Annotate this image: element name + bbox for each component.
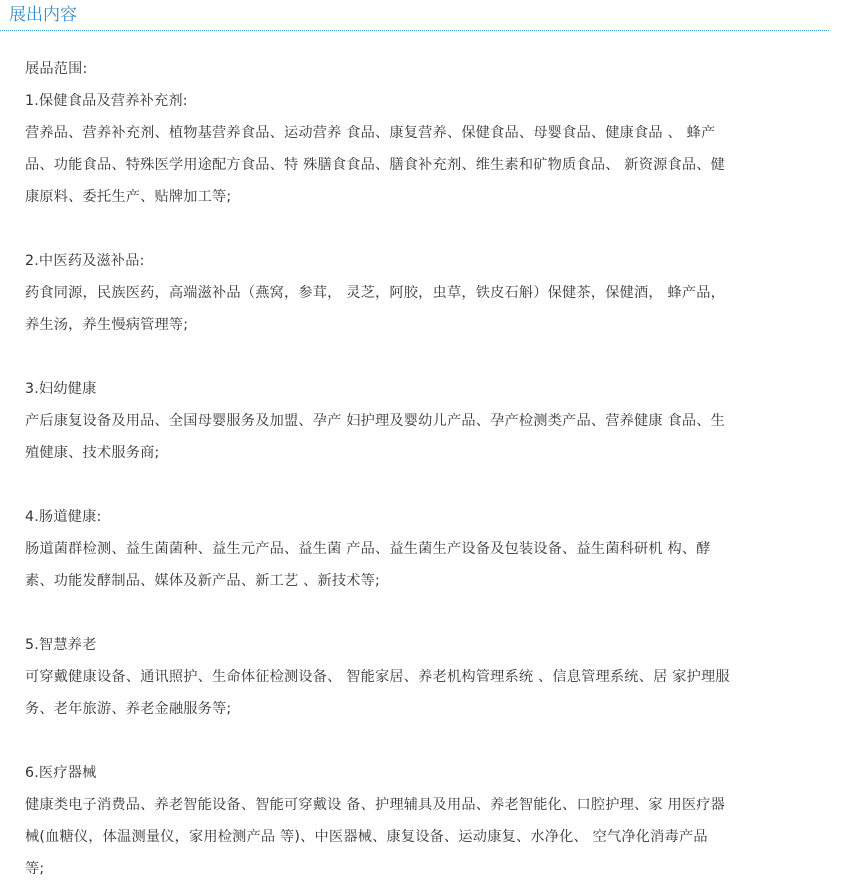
category-text-line: 营养品、营养补充剂、植物基营养食品、运动营养 食品、康复营养、保健食品、母婴食品、健康食品 、 蜂产 [25, 125, 716, 141]
category-heading: 5.智慧养老 [25, 637, 97, 653]
category-text-line: 康原料、委托生产、贴牌加工等; [25, 189, 232, 205]
category-section-tcm [25, 245, 815, 341]
category-section-maternal-child [25, 373, 815, 469]
category-heading: 3.妇幼健康 [25, 381, 97, 397]
category-section-smart-elderly-care [25, 629, 815, 725]
category-text-line: 械(血糖仪，体温测量仪，家用检测产品 等)、中医器械、康复设备、运动康复、水净化、 空气净化消毒产品 [25, 829, 708, 845]
section-header [0, 0, 829, 31]
category-text-line: 可穿戴健康设备、通讯照护、生命体征检测设备、 智能家居、养老机构管理系统 、信息管理系统、居 家护理服 [25, 669, 730, 685]
exhibit-scope-label: 展品范围: [25, 61, 88, 77]
category-heading: 4.肠道健康: [25, 509, 102, 525]
intro-block [25, 53, 815, 85]
category-text-line: 产后康复设备及用品、全国母婴服务及加盟、孕产 妇护理及婴幼儿产品、孕产检测类产品、营养健康 食品、生 [25, 413, 726, 429]
exhibit-content [25, 53, 815, 885]
category-text-line: 健康类电子消费品、养老智能设备、智能可穿戴设 备、护理辅具及用品、养老智能化、口腔护理、家 用医疗器 [25, 797, 726, 813]
category-text-line: 养生汤，养生慢病管理等; [25, 317, 189, 333]
category-section-medical-devices [25, 757, 815, 885]
category-heading: 6.医疗器械 [25, 765, 97, 781]
category-text-line: 品、功能食品、特殊医学用途配方食品、特 殊膳食食品、膳食补充剂、维生素和矿物质食品、 新资源食品、健 [25, 157, 726, 173]
category-text-line: 等; [25, 861, 45, 877]
category-text-line: 素、功能发酵制品、媒体及新产品、新工艺 、新技术等; [25, 573, 380, 589]
category-text-line: 药食同源，民族医药，高端滋补品（燕窝，参茸， 灵芝，阿胶，虫草，铁皮石斛）保健茶，保健酒， 蜂产品， [25, 285, 726, 301]
category-text-line: 殖健康、技术服务商; [25, 445, 160, 461]
category-section-gut-health [25, 501, 815, 597]
category-heading: 2.中医药及滋补品: [25, 253, 145, 269]
category-text-line: 务、老年旅游、养老金融服务等; [25, 701, 232, 717]
category-text-line: 肠道菌群检测、益生菌菌种、益生元产品、益生菌 产品、益生菌生产设备及包装设备、益生菌科研机 构、酵 [25, 541, 711, 557]
category-section-health-food [25, 85, 815, 213]
category-heading: 1.保健食品及营养补充剂: [25, 93, 188, 109]
section-title: 展出内容 [9, 5, 77, 25]
